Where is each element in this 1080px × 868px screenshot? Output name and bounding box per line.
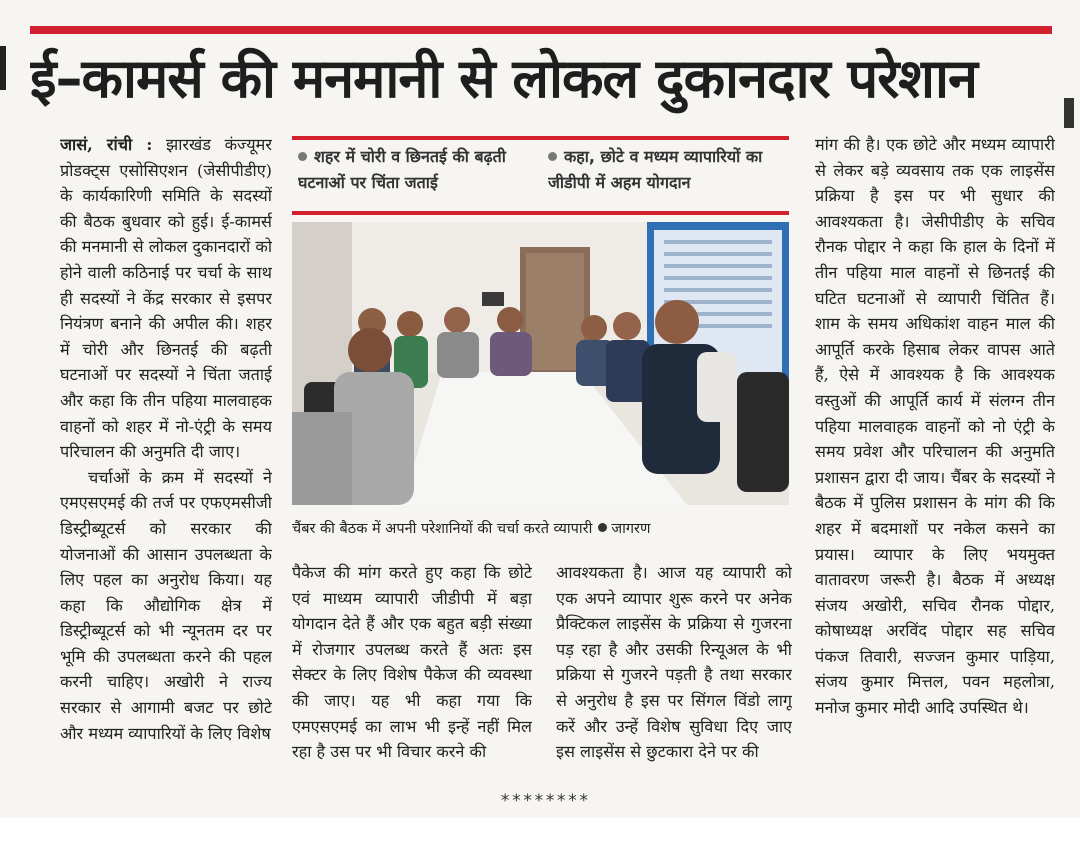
column-1-paragraph-2: चर्चाओं के क्रम में सदस्यों ने एमएसएमई की तर्ज पर एफएमसीजी डिस्ट्रीब्यूटर्स को सरकार की योजनाओं की आसान उपलब्धता के लिए पहल का अनुरोध किया। यह कहा कि औद्योगिक क्षेत्र में डिस्ट्रीब्यूटर्स को भी न्यूनतम दर पर भूमि की उपलब्धता करने की पहल करनी चाहिए। अखोरी ने राज्य सरकार से आगामी बजट पर छोटे और मध्यम व्यापारियों के लिए विशेष [60,467,272,743]
highlights-top-rule [292,136,789,140]
caption-text: चैंबर की बैठक में अपनी परेशानियों की चर्चा करते व्यापारी [292,521,593,537]
bullet-icon [598,523,607,532]
bullet-icon [298,152,307,161]
top-red-rule [30,26,1052,34]
left-edge-fragment [0,40,8,100]
highlight-2-text: कहा, छोटे व मध्यम व्यापारियों का जीडीपी में अहम योगदान [548,147,763,192]
dateline: जासं, रांची : [60,135,153,154]
article-end-mark: ******** [500,791,590,811]
article-column-1 [60,132,272,792]
highlights-bottom-rule [292,211,789,215]
highlight-2 [548,144,786,210]
photo-caption [292,517,789,541]
right-edge-fragment [1064,90,1080,150]
highlight-1-text: शहर में चोरी व छिनतई की बढ़ती घटनाओं पर चिंता जताई [298,147,506,192]
bottom-margin [0,818,1080,868]
article-column-4 [815,132,1055,792]
highlight-1 [298,144,524,210]
photo-credit: जागरण [611,521,651,537]
column-3-text: आवश्यकता है। आज यह व्यापारी को एक अपने व्यापार शुरू करने पर अनेक प्रैक्टिकल लाइसेंस के प्रक्रिया से गुजरना पड़ रहा है और उसकी रिन्यूअल के भी प्रक्रिया से गुजरने पड़ती है तथा सरकार से अनुरोध है इस पर सिंगल विंडो लागू करें और उन्हें विशेष सुविधा दिए जाए इस लाइसेंस से छुटकारा देने पर की [556,563,792,762]
bullet-icon [548,152,557,161]
column-4-text: मांग की है। एक छोटे और मध्यम व्यापारी से लेकर बड़े व्यवसाय तक एक लाइसेंस प्रक्रिया है इस पर भी सुधार की आवश्यकता है। जेसीपीडीए के सचिव रौनक पोद्दार ने कहा कि हाल के दिनों में तीन पहिया माल वाहनों से छिनतई की घटित घटनाओं से व्यापारी चिंतित हैं। शाम के समय अधिकांश वाहन माल की आपूर्ति करके हिसाब लेकर वापस आते हैं, ऐसे में आवश्यक है कि आवश्यक वस्तुओं की आपूर्ति कार्य में संलग्न तीन पहिया मालवाहक वाहनों को नो एंट्री के समय प्रवेश और परिचालन की अनुमति प्रशासन द्वारा दी जाय। चैंबर के सदस्यों ने बैठक में पुलिस प्रशासन के मांग की कि शहर में बदमाशों पर नकेल कसने का प्रयास। व्यापार के लिए भयमुक्त वातावरण जरूरी है। बैठक में अध्यक्ष संजय अखोरी, सचिव रौनक पोद्दार, कोषाध्यक्ष अरविंद पोद्दार सह सचिव पंकज तिवारी, सज्जन कुमार पाड़िया, संजय कुमार मित्तल, पवन महलोत्रा, मनोज कुमार मोदी आदि उपस्थित थे। [815,135,1055,718]
column-1-paragraph-1: झारखंड कंज्यूमर प्रोडक्ट्स एसोसिएशन (जेसीपीडीए) के कार्यकारिणी समिति के सदस्यों की बैठक बुधवार को हुई। ई-कामर्स की मनमानी से लोकल दुकानदारों को होने वाली कठिनाई पर चर्चा के साथ ही सदस्यों ने केंद्र सरकार से इसपर नियंत्रण बनाने की अपील की। शहर में चोरी और छिनतई की बढ़ती घटनाओं पर सदस्यों ने चिंता जताई और कहा कि तीन पहिया मालवाहक वाहनों को शहर में नो-एंट्री के समय परिचालन की अनुमति दी जाए। [60,135,272,462]
meeting-photo [292,222,789,505]
column-2-text: पैकेज की मांग करते हुए कहा कि छोटे एवं माध्यम व्यापारी जीडीपी में बड़ा योगदान देते हैं और एक बहुत बड़ी संख्या में रोजगार उपलब्ध करते हैं अतः इस सेक्टर के लिए विशेष पैकेज की व्यवस्था की जाए। यह भी कहा गया कि एमएसएमई का लाभ भी इन्हें नहीं मिल रहा है उस पर भी विचार करने की [292,563,532,762]
meeting-photo-illustration [292,222,789,505]
article-column-3 [556,560,792,792]
headline: ई–कामर्स की मनमानी से लोकल दुकानदार परेशान [30,47,977,110]
article-column-2 [292,560,532,792]
